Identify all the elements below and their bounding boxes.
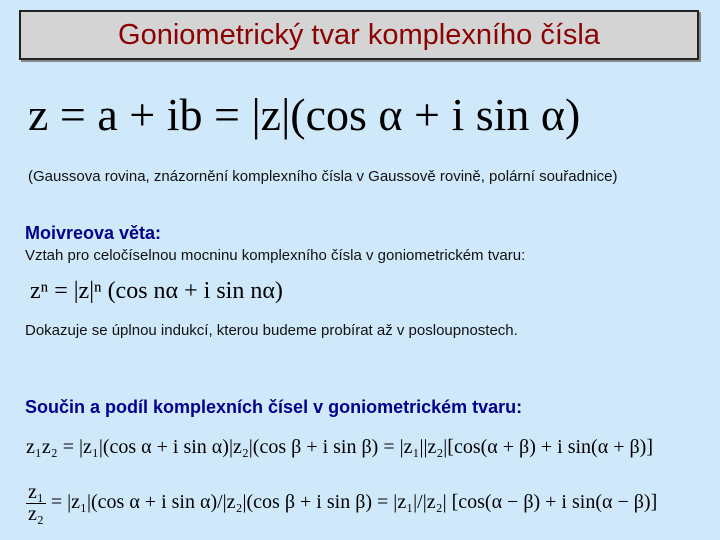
- slide-title-text: Goniometrický tvar komplexního čísla: [118, 19, 600, 51]
- main-formula: z = a + ib = |z|(cos α + i sin α): [28, 89, 581, 140]
- quotient-formula: [26, 482, 657, 525]
- moivre-description: Vztah pro celočíselnou mocninu komplexního čísla v goniometrickém tvaru:: [25, 247, 526, 264]
- slide-title: [19, 10, 699, 60]
- product-heading: Součin a podíl komplexních čísel v goniometrickém tvaru:: [25, 397, 523, 417]
- quotient-fraction: [26, 482, 46, 525]
- moivre-heading: Moivreova věta:: [25, 223, 162, 243]
- gauss-note: (Gaussova rovina, znázornění komplexního čísla v Gaussově rovině, polární souřadnice): [28, 168, 618, 185]
- product-formula: z₁z₂ = |z₁|(cos α + i sin α)|z₂|(cos β + i sin β) = |z₁||z₂|[cos(α + β) + i sin(α + β)]: [26, 436, 653, 458]
- moivre-formula: zⁿ = |z|ⁿ (cos nα + i sin nα): [30, 278, 283, 304]
- quotient-denominator: z₂: [28, 503, 44, 525]
- quotient-rhs: = |z₁|(cos α + i sin α)/|z₂|(cos β + i sin β) = |z₁|/|z₂| [cos(α − β) + i sin(α − β)]: [50, 491, 658, 514]
- proof-note: Dokazuje se úplnou indukcí, kterou budeme probírat až v posloupnostech.: [25, 322, 518, 339]
- quotient-numerator: z₁: [28, 481, 44, 503]
